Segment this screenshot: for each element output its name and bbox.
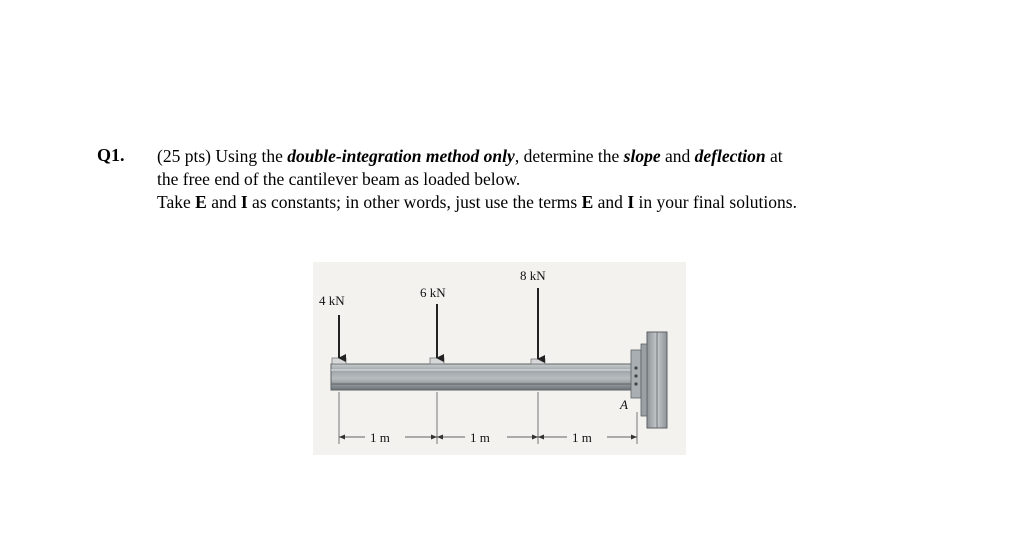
text-fragment: as constants; in other words, just use the terms [247, 192, 582, 212]
method-emphasis: double-integration method only [287, 146, 515, 166]
load-label-8kn: 8 kN [520, 268, 546, 283]
load-pad [531, 359, 545, 364]
load-label-6kn: 6 kN [420, 285, 446, 300]
end-plate [631, 350, 641, 398]
span-label-3: 1 m [572, 430, 592, 445]
question-text [157, 145, 917, 214]
load-pad [332, 358, 346, 364]
text-fragment: and [206, 192, 241, 212]
load-pad [430, 358, 444, 364]
modulus-symbol: E [195, 192, 207, 212]
inertia-symbol: I [627, 192, 635, 212]
bolt [634, 382, 637, 385]
figure-background [313, 262, 686, 455]
load-label-4kn: 4 kN [319, 293, 345, 308]
modulus-symbol: E [581, 192, 594, 212]
question-line-2: the free end of the cantilever beam as loaded below. [157, 169, 521, 189]
slope-emphasis: slope [623, 146, 661, 166]
text-fragment: , determine the [514, 146, 624, 166]
beam [331, 364, 637, 390]
text-fragment: Take [157, 192, 196, 212]
span-label-2: 1 m [470, 430, 490, 445]
question-line-1 [157, 145, 917, 168]
beam-figure [313, 262, 686, 455]
inertia-symbol: I [240, 192, 248, 212]
text-fragment: and [660, 146, 695, 166]
bolt [634, 374, 637, 377]
text-fragment: at [765, 146, 783, 166]
question-line-3 [157, 191, 917, 214]
support-label: A [620, 397, 628, 412]
points-text: (25 pts) Using the [157, 146, 288, 166]
bolt [634, 366, 637, 369]
beam-diagram [313, 262, 686, 455]
deflection-emphasis: deflection [694, 146, 766, 166]
question-number: Q1. [97, 145, 125, 165]
column-flange [641, 344, 647, 416]
text-fragment: in your final solutions. [634, 192, 797, 212]
span-label-1: 1 m [370, 430, 390, 445]
text-fragment: and [593, 192, 628, 212]
